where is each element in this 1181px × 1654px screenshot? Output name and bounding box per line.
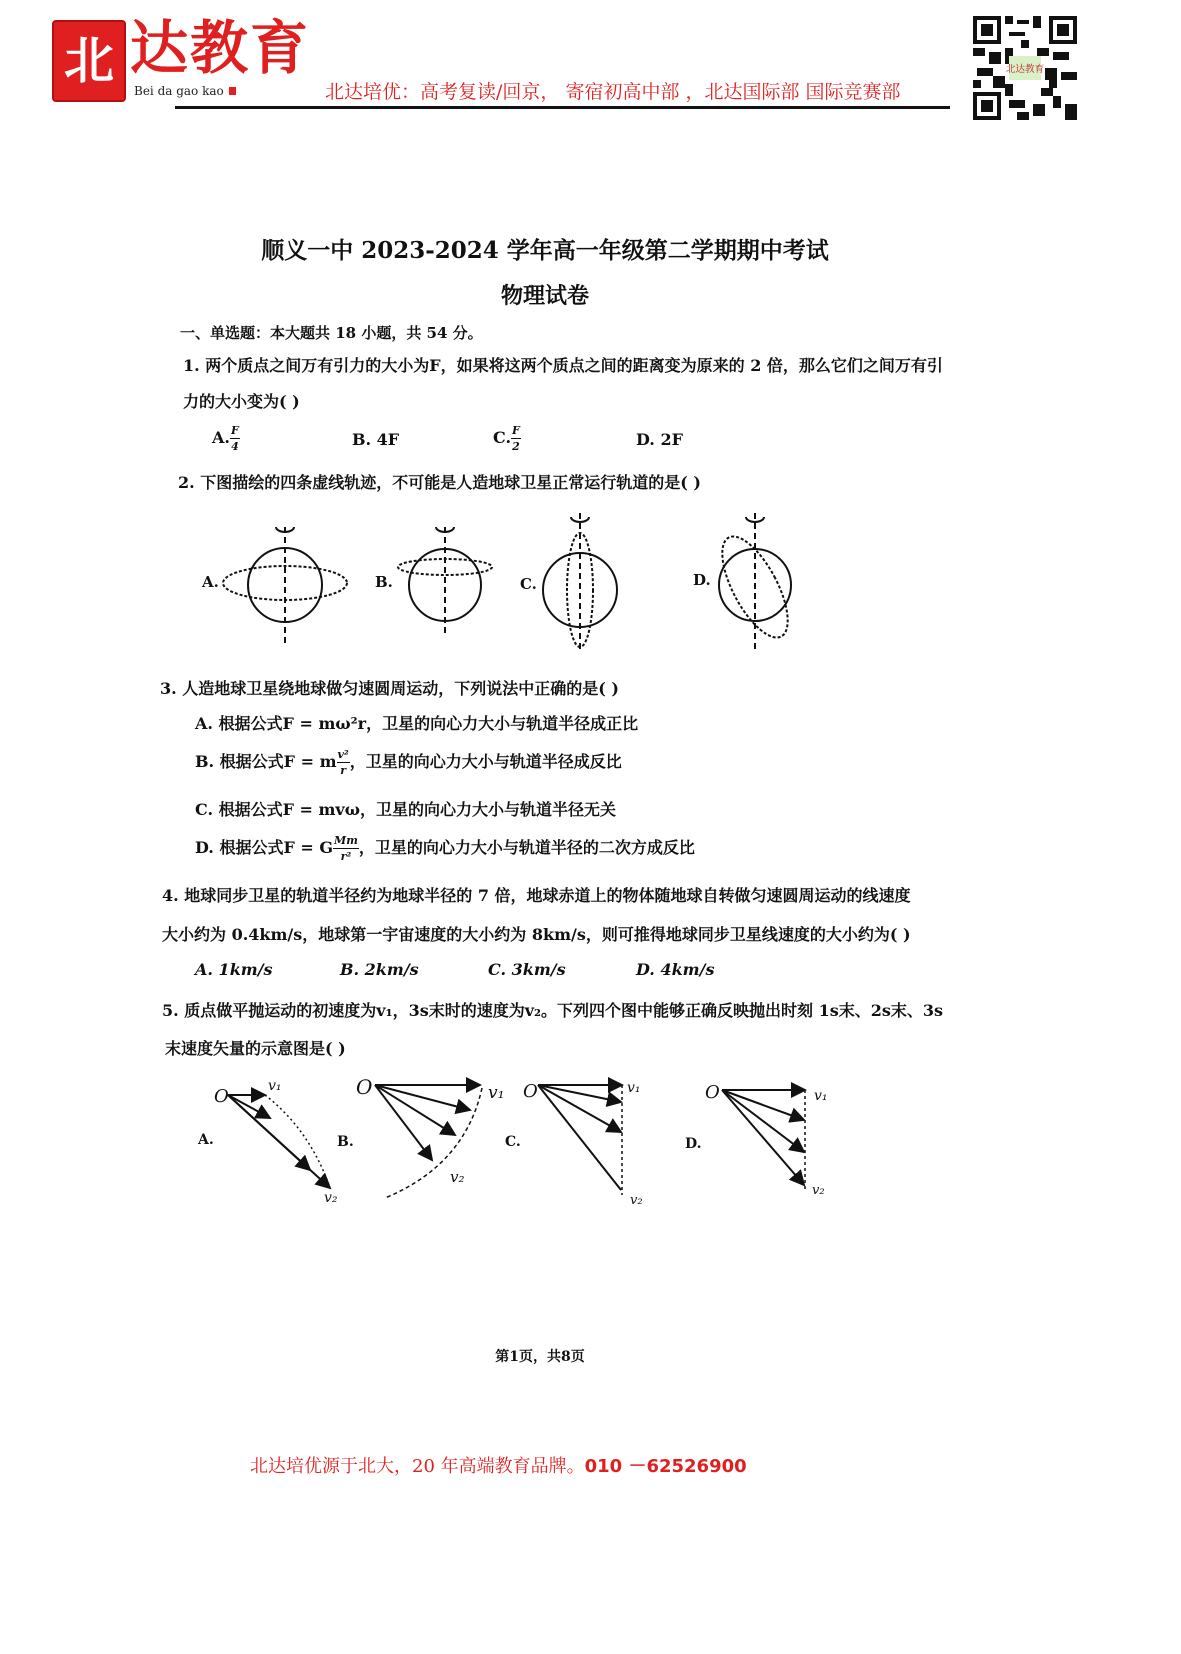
v1-label: v₁ — [627, 1080, 641, 1096]
q2-orbit-figures — [190, 505, 830, 655]
vector-figure-c[interactable] — [505, 1080, 643, 1208]
option-text: ，卫星的向心力大小与轨道半径成反比 — [349, 752, 622, 771]
exam-subtitle: 物理试卷 — [500, 283, 589, 309]
q2-stem: 2. 下图描绘的四条虚线轨迹，不可能是人造地球卫星正常运行轨道的是( ) — [178, 473, 701, 492]
q3-option-d[interactable] — [195, 834, 695, 863]
qr-label: 北达教育 — [1005, 64, 1045, 75]
vector-figure-b[interactable] — [337, 1075, 504, 1198]
numerator: v² — [337, 748, 349, 761]
q5-line2: 末速度矢量的示意图是( ) — [165, 1039, 346, 1058]
figure-label: A. — [198, 1132, 214, 1148]
vector-figure-a[interactable] — [197, 1078, 338, 1206]
figure-label: C. — [505, 1134, 521, 1150]
denominator: r — [340, 764, 347, 777]
origin-label: O — [356, 1075, 373, 1099]
figure-label: A. — [202, 573, 219, 591]
fraction — [230, 424, 240, 453]
footer-phone: 010 －62526900 — [584, 1456, 747, 1477]
q4-option-c[interactable]: C. 3km/s — [488, 960, 566, 979]
fraction — [337, 748, 350, 777]
qr-code[interactable] — [973, 16, 1077, 120]
q1-option-d[interactable]: D. 2F — [636, 430, 683, 449]
v1-label: v₁ — [814, 1088, 828, 1104]
q3-option-b[interactable] — [195, 748, 622, 777]
footer-ad — [250, 1452, 747, 1478]
logo-pinyin — [134, 84, 236, 98]
v2-label: v₂ — [450, 1168, 465, 1186]
q3-option-c[interactable]: C. 根据公式F = mvω，卫星的向心力大小与轨道半径无关 — [195, 800, 616, 819]
denominator: 4 — [231, 440, 239, 453]
logo-dot — [229, 87, 236, 95]
section-heading: 一、单选题：本大题共 18 小题，共 54 分。 — [180, 324, 483, 342]
v1-label: v₁ — [268, 1078, 282, 1094]
fraction — [511, 424, 521, 453]
footer-ad-text: 北达培优源于北大，20 年高端教育品牌。 — [250, 1456, 585, 1477]
q1-line1: 1. 两个质点之间万有引力的大小为F，如果将这两个质点之间的距离变为原来的 2 倍，那么它们之间万有引 — [183, 356, 943, 375]
header-divider — [175, 106, 950, 109]
option-text: B. 根据公式F = m — [195, 752, 337, 771]
v2-label: v₂ — [324, 1190, 338, 1206]
option-text: D. 根据公式F = G — [195, 838, 334, 857]
q4-option-b[interactable]: B. 2km/s — [340, 960, 419, 979]
header-slogan: 北达培优：高考复读/回京， 寄宿初高中部 ，北达国际部 国际竞赛部 — [325, 81, 901, 103]
q3-option-a[interactable]: A. 根据公式F = mω²r，卫星的向心力大小与轨道半径成正比 — [195, 714, 639, 733]
option-text: ，卫星的向心力大小与轨道半径的二次方成反比 — [358, 838, 695, 857]
q4-option-d[interactable]: D. 4km/s — [636, 960, 715, 979]
q4-line2: 大小约为 0.4km/s，地球第一宇宙速度的大小约为 8km/s，则可推得地球同步卫星线速度的大小约为( ) — [162, 925, 911, 944]
fraction — [333, 834, 359, 863]
exam-title: 顺义一中 2023-2024 学年高一年级第二学期期中考试 — [261, 237, 829, 264]
orbit-figure-b[interactable] — [375, 527, 492, 633]
v2-label: v₂ — [812, 1183, 825, 1198]
q5-line1: 5. 质点做平抛运动的初速度为v₁，3s末时的速度为v₂。下列四个图中能够正确反映抛出时刻 1s末、2s末、3s — [162, 1001, 944, 1020]
figure-label: D. — [685, 1136, 702, 1152]
v2-label: v₂ — [630, 1193, 643, 1208]
numerator: F — [230, 424, 239, 437]
logo-text: 达教育 — [130, 14, 311, 82]
q1-option-c[interactable] — [493, 424, 521, 453]
vector-figure-d[interactable] — [685, 1082, 828, 1198]
q1-line2: 力的大小变为( ) — [183, 392, 300, 411]
numerator: F — [512, 424, 520, 437]
figure-label: D. — [693, 571, 711, 589]
orbit-figure-c[interactable] — [520, 513, 617, 653]
denominator: 2 — [512, 440, 520, 453]
v1-label: v₁ — [488, 1083, 505, 1103]
q5-vector-figures — [190, 1070, 850, 1210]
q1-option-b[interactable]: B. 4F — [352, 430, 400, 449]
orbit-figure-a[interactable] — [201, 527, 347, 643]
origin-label: O — [523, 1081, 538, 1102]
origin-label: O — [705, 1082, 720, 1103]
origin-label: O — [214, 1086, 229, 1107]
page-number: 第1页，共8页 — [495, 1349, 585, 1365]
q1-option-a[interactable] — [212, 424, 240, 453]
denominator: r² — [340, 850, 352, 863]
logo-pinyin-text: Bei da gao kao — [134, 84, 224, 98]
figure-label: C. — [520, 575, 537, 593]
logo-mark: 北 — [52, 20, 126, 102]
q4-option-a[interactable]: A. 1km/s — [195, 960, 273, 979]
q4-line1: 4. 地球同步卫星的轨道半径约为地球半径的 7 倍，地球赤道上的物体随地球自转做匀速圆周运动的线速度 — [162, 886, 911, 905]
q3-stem: 3. 人造地球卫星绕地球做匀速圆周运动，下列说法中正确的是( ) — [160, 679, 619, 698]
figure-label: B. — [375, 573, 393, 591]
option-label: A. — [212, 428, 230, 447]
option-label: C. — [493, 428, 512, 447]
numerator: Mm — [334, 834, 358, 847]
orbit-figure-d[interactable] — [693, 513, 801, 650]
figure-label: B. — [337, 1134, 354, 1150]
